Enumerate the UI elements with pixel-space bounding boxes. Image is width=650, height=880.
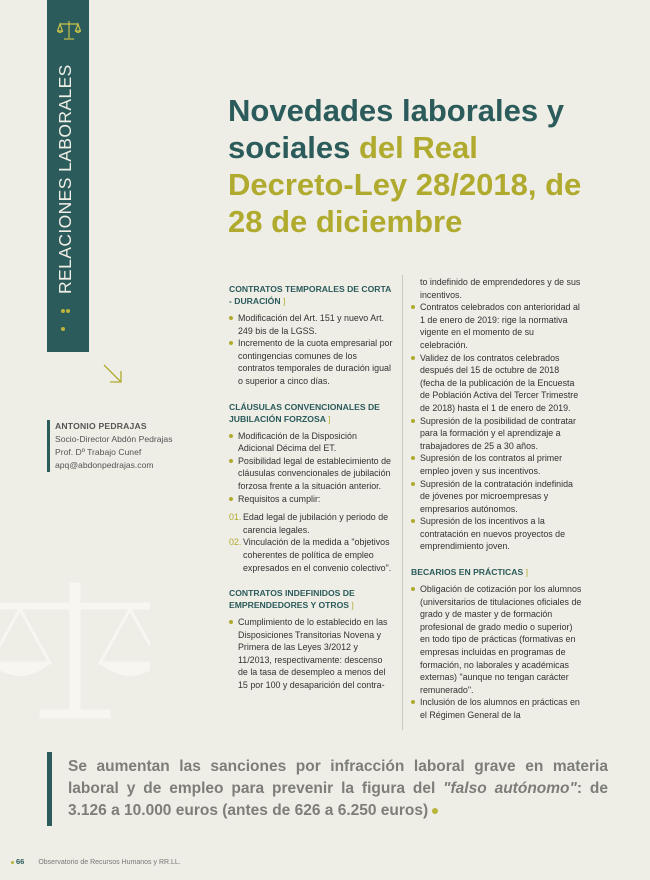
list-item: Supresión de los contratos al primer empleo joven y sus incentivos. [411,452,583,477]
publication-name: Observatorio de Recursos Humanos y RR.LL. [38,859,181,866]
highlight-bar [47,752,52,826]
title-part-1: Novedades laborales y sociales [228,93,564,165]
list-item: Modificación de la Disposición Adicional Décima del ET. [229,430,394,455]
list-item: Obligación de cotización por los alumnos (universitarios de titulaciones oficiales de grado y de master y de formación profesional de grado medio o superior) en todo tipo de prácticas (formativas en empresas incluidas en programas de formación, no laborales y académicas externas) "aunque no tengan carácter remunerado". [411,583,583,696]
list-item: Supresión de los incentivos a la contratación en nuevos proyectos de emprendimiento joven. [411,515,583,553]
section-label: RELACIONES LABORALES [55,64,75,294]
list-temporales [229,312,394,388]
author-position: Prof. Dº Trabajo Cunef [55,447,142,457]
section-dots [61,300,75,336]
list-indefinidos [229,616,394,692]
end-dot [432,808,438,814]
list-becarios [411,583,583,722]
list-item: Inclusión de los alumnos en prácticas en el Régimen General de la [411,696,583,721]
list-item: Cumplimiento de lo establecido en las Disposiciones Transitorias Novena y Primera de las Leyes 3/2012 y 11/2013, respectivamente: descenso de la tasa de desempleo a menos del 15 por 100 y desaparición del contra- [229,616,394,692]
section-heading-temporales: CONTRATOS TEMPORALES DE CORTA - DURACIÓN ] [229,284,392,306]
list-item: Incremento de la cuota empresarial por contingencias comunes de los contratos temporales de duración igual o superior a cinco días. [229,337,394,387]
page-number: 66 [16,857,25,866]
author-role: Socio-Director Abdón Pedrajas [55,434,173,444]
author-email: apq@abdonpedrajas.com [55,460,154,470]
section-band [47,0,89,352]
author-block [47,420,225,472]
numbered-list-requisitos [229,511,394,574]
list-jubilacion [229,430,394,506]
list-item: Requisitos a cumplir: [229,493,394,506]
section-heading-becarios: BECARIOS EN PRÁCTICAS ] [411,567,528,578]
title-part-2: del Real Decreto-Ley 28/2018, de 28 de diciembre [228,130,582,239]
list-item: Supresión de la posibilidad de contratar para la formación y el aprendizaje a trabajadores de 25 a 30 años. [411,415,583,453]
footer [11,857,181,866]
arrow-down-right-icon [102,363,124,385]
column-divider [402,275,403,730]
list-item: to indefinido de emprendedores y de sus incentivos. [420,277,581,300]
column-1 [229,283,394,728]
list-item: Validez de los contratos celebrados después del 15 de octubre de 2018 (fecha de la publicación de la Encuesta de Población Activa del Tercer Trimestre de 2018) hasta el 1 de enero de 2019. [411,352,583,415]
scales-watermark-icon [0,578,150,728]
highlight-quote: Se aumentan las sanciones por infracción laboral grave en materia laboral y de empleo para prevenir la figura del "falso autónomo": de 3.126 a 10.000 euros (antes de 626 a 6.250 euros) [68,758,609,819]
list-item: Posibilidad legal de establecimiento de cláusulas convencionales de jubilación forzosa frente a la situación anterior. [229,455,394,493]
list-indefinidos-cont [411,301,583,553]
section-heading-indefinidos: CONTRATOS INDEFINIDOS DE EMPRENDEDORES Y OTROS ] [229,588,355,611]
scales-of-justice-icon [57,18,81,42]
list-continuation [411,276,583,301]
numbered-item: 02. Vinculación de la medida a "objetivos coherentes de política de empleo expresados en el convenio colectivo". [229,537,392,573]
article-title [228,92,608,240]
section-heading-jubilacion: CLÁUSULAS CONVENCIONALES DE JUBILACIÓN FORZOSA ] [229,401,380,424]
list-item: Modificación del Art. 151 y nuevo Art. 249 bis de la LGSS. [229,312,394,337]
list-item: Supresión de la contratación indefinida de jóvenes por microempresas y empresarios autónomos. [411,478,583,516]
column-2 [411,276,583,728]
author-name: ANTONIO PEDRAJAS [55,421,147,431]
list-item: Contratos celebrados con anterioridad al 1 de enero de 2019: rige la normativa vigente en el momento de su celebración. [411,301,583,351]
numbered-item: 01. Edad legal de jubilación y periodo de carencia legales. [229,512,389,535]
